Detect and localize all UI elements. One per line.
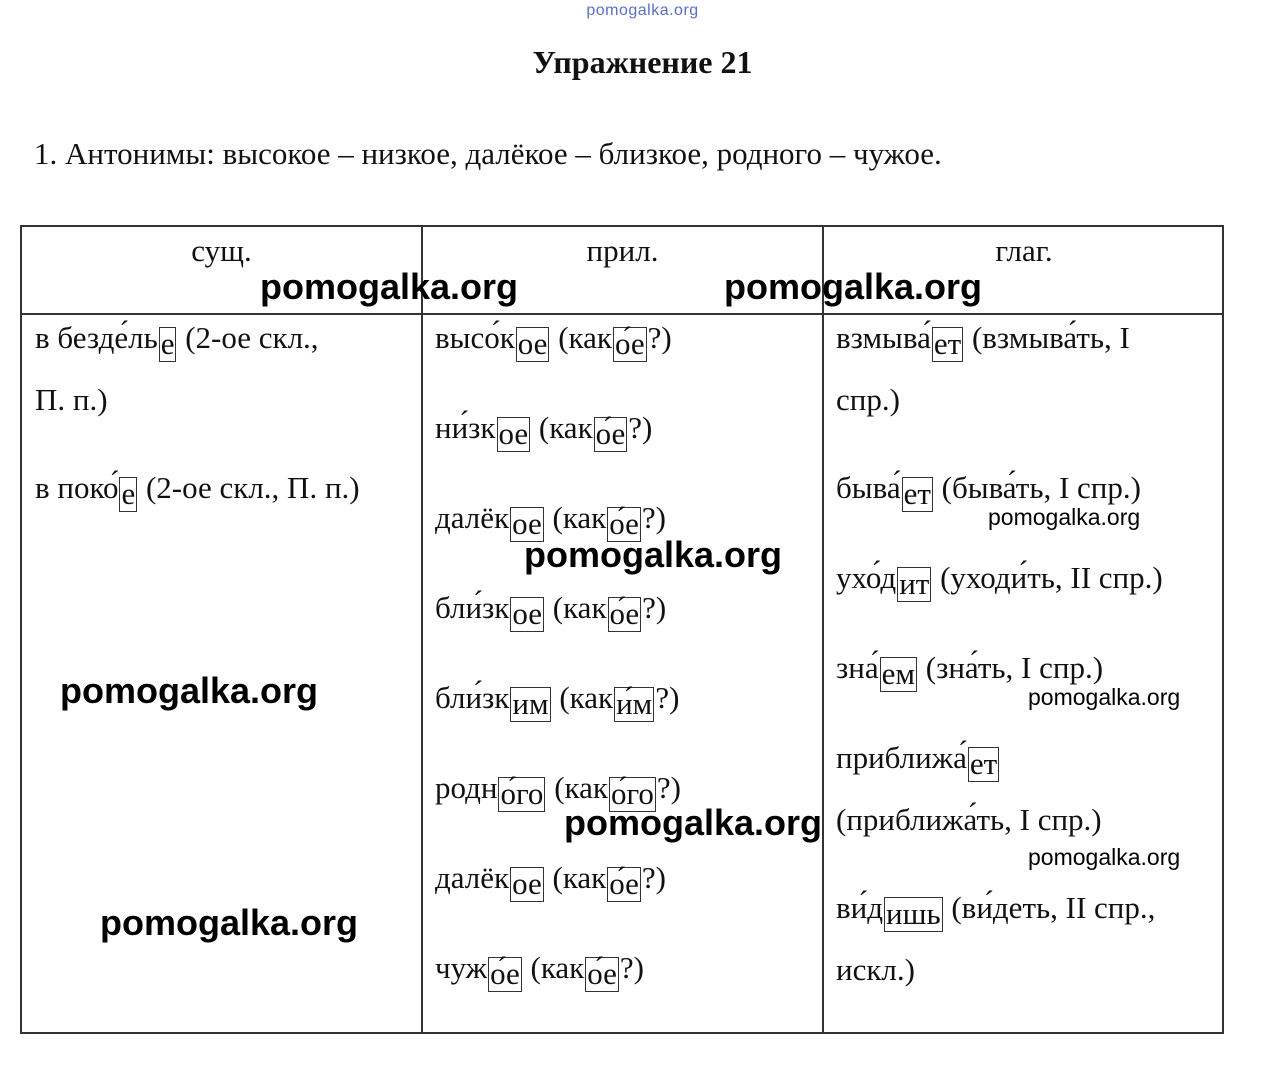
word-note: ?) [641, 500, 666, 535]
header-verb: глаг. [995, 233, 1053, 268]
ending-box: ое [512, 595, 543, 631]
verb-line [836, 560, 1163, 602]
ending-box: ое [512, 505, 542, 541]
verb-line [836, 320, 1130, 362]
word-stem: ви́д [836, 890, 883, 925]
noun-line [35, 320, 319, 362]
noun-line [35, 382, 108, 418]
ending-box: о́е [609, 505, 639, 541]
watermark-text: pomogalka.org [100, 902, 359, 943]
ending-box: о́го [610, 775, 654, 811]
word-stem: быва́ [836, 470, 901, 505]
word-note: (зна́ть, I спр.) [918, 650, 1104, 685]
word-stem: далёк [435, 860, 510, 895]
adjective-line [435, 950, 644, 992]
word-stem: П. п.) [35, 382, 108, 417]
ending-box: ит [899, 565, 930, 601]
word-note: (уходи́ть, II спр.) [932, 560, 1163, 595]
word-note: ?) [641, 860, 666, 895]
word-stem: взмыва́ [836, 320, 931, 355]
adjective-line [435, 320, 672, 362]
adjective-line [435, 860, 666, 902]
watermark-text: pomogalka.org [724, 266, 983, 307]
word-note: (как [531, 410, 593, 445]
ending-box: о́е [595, 415, 626, 451]
word-stem: ухо́д [836, 560, 897, 595]
column-divider [822, 227, 824, 1032]
word-note: (как [551, 680, 614, 715]
word-note: (взмыва́ть, I [964, 320, 1130, 355]
word-stem: в безде́ль [35, 320, 158, 355]
word-stem: спр.) [836, 382, 900, 417]
word-stem: приближа́ [836, 740, 967, 775]
word-note: (2-ое скл., П. п.) [138, 470, 360, 505]
word-note: (как [550, 320, 612, 355]
ending-box: и́м [616, 685, 653, 721]
word-note: (как [544, 500, 607, 535]
header-noun: сущ. [191, 233, 252, 268]
antonyms-paragraph: 1. Антонимы: высокое – низкое, далёкое – близкое, родного – чужое. [34, 136, 942, 171]
ending-box: ет [933, 325, 962, 361]
word-note: (как [545, 590, 607, 625]
word-stem: (приближа́ть, I спр.) [836, 802, 1102, 837]
word-stem: ни́зк [435, 410, 496, 445]
ending-box: о́е [587, 955, 617, 991]
watermark-text: pomogalka.org [524, 534, 783, 575]
watermark-text: pomogalka.org [60, 670, 319, 711]
word-note: ?) [628, 410, 653, 445]
word-stem: родн [435, 770, 498, 805]
adjective-line [435, 590, 666, 632]
word-note: ?) [656, 770, 681, 805]
ending-box: ое [512, 865, 542, 901]
verb-line [836, 740, 1000, 782]
watermark-text: pomogalka.org [988, 504, 1141, 530]
site-watermark-top: pomogalka.org [586, 2, 699, 19]
column-divider [421, 227, 423, 1032]
ending-box: ем [881, 655, 915, 691]
word-note: ?) [619, 950, 644, 985]
word-stem: в поко́ [35, 470, 119, 505]
verb-line [836, 952, 915, 988]
ending-box: е [160, 325, 175, 361]
ending-box: ет [969, 745, 998, 781]
ending-box: о́го [500, 775, 544, 811]
verb-line [836, 382, 900, 418]
verb-line [836, 890, 1155, 932]
word-stem: высо́к [435, 320, 515, 355]
word-note: (как [546, 770, 608, 805]
word-note: (как [522, 950, 585, 985]
ending-box: ишь [886, 895, 941, 931]
noun-line [35, 470, 360, 512]
ending-box: им [512, 685, 549, 721]
word-note: ?) [655, 680, 680, 715]
word-stem: зна́ [836, 650, 879, 685]
header-divider [22, 313, 1222, 315]
ending-box: о́е [609, 595, 640, 631]
word-note: (ви́деть, II спр., [943, 890, 1156, 925]
watermark-text: pomogalka.org [564, 802, 823, 843]
header-adjective: прил. [586, 233, 659, 268]
ending-box: ет [903, 475, 931, 511]
ending-box: е [121, 475, 136, 511]
watermark-text: pomogalka.org [1028, 684, 1181, 710]
word-note: (2-ое скл., [177, 320, 319, 355]
word-stem: бли́зк [435, 680, 510, 715]
adjective-line [435, 410, 652, 452]
adjective-line [435, 680, 679, 722]
word-note: (быва́ть, I спр.) [933, 470, 1141, 505]
watermark-text: pomogalka.org [1028, 844, 1181, 870]
word-note: (как [544, 860, 607, 895]
word-stem: чуж [435, 950, 488, 985]
ending-box: о́е [490, 955, 520, 991]
watermark-text: pomogalka.org [260, 266, 519, 307]
ending-box: о́е [609, 865, 639, 901]
word-stem: далёк [435, 500, 510, 535]
ending-box: о́е [614, 325, 645, 361]
ending-box: ое [517, 325, 548, 361]
word-stem: искл.) [836, 952, 915, 987]
page-title: Упражнение 21 [532, 44, 753, 80]
word-stem: бли́зк [435, 590, 510, 625]
ending-box: ое [498, 415, 529, 451]
verb-line [836, 802, 1102, 838]
word-note: ?) [642, 590, 667, 625]
word-note: ?) [647, 320, 672, 355]
